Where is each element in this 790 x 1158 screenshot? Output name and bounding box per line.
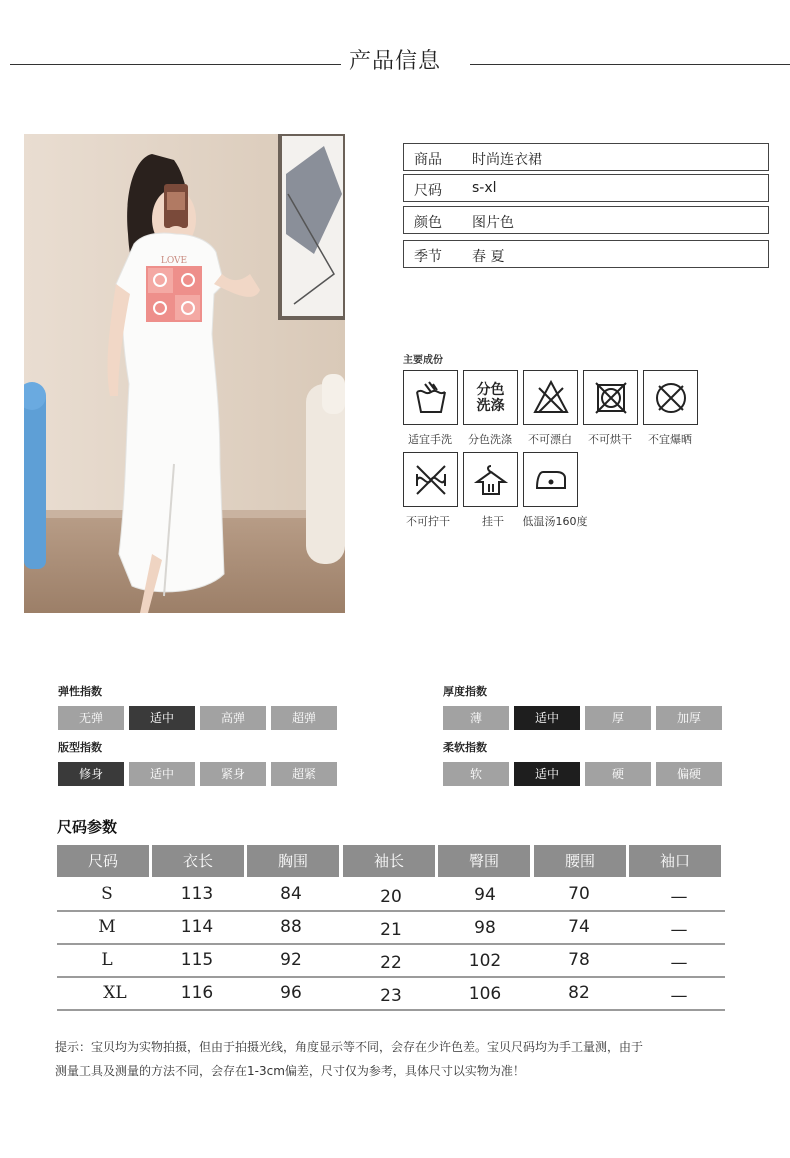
hip-cell: 94 [474,885,496,905]
care-label: 不可烘干 [588,433,632,446]
row-divider [57,1009,725,1011]
header-cell: 胸围 [247,845,339,877]
notice-line: 测量工具及测量的方法不同，会存在1-3cm偏差，尺寸仅为参考，具体尺寸以实物为准！ [55,1064,525,1078]
hip-cell: 106 [468,984,502,1004]
info-key: 颜色 [414,215,442,231]
product-photo [24,134,345,613]
print-lettering: LOVE [160,256,188,266]
waist-cell: 74 [568,917,590,937]
chest-cell: 84 [280,884,302,904]
size-cell: L [101,950,113,970]
info-value: 图片色 [472,215,514,231]
no-wring-icon [403,452,458,507]
info-row [403,174,769,202]
care-title: 主要成份 [403,355,443,366]
hand-wash-icon [403,370,458,425]
softness-option: 偏硬 [656,762,722,786]
sleeve-cell: 23 [380,986,402,1006]
info-row [403,206,769,234]
cuff-cell: — [670,887,688,907]
fit-option: 紧身 [200,762,266,786]
waist-cell: 70 [568,884,590,904]
care-label: 不宜爆晒 [648,433,692,446]
table-row [57,912,725,943]
page-title: 产品信息 [0,44,790,75]
notice-line: 提示：宝贝均为实物拍摄，但由于拍摄光线，角度显示等不同，会存在少许色差。宝贝尺码均为手工量测，由于 [55,1040,644,1054]
header-cell: 袖口 [629,845,721,877]
header-cell: 臀围 [438,845,530,877]
info-row [403,143,769,171]
header-cell: 衣长 [152,845,244,877]
info-key: 尺码 [414,183,442,199]
no-sun-dry-icon [643,370,698,425]
thickness-option: 薄 [443,706,509,730]
waist-cell: 82 [568,983,590,1003]
info-row [403,240,769,268]
elasticity-option-selected: 适中 [129,706,195,730]
info-key: 季节 [414,249,442,265]
cuff-cell: — [670,986,688,1006]
care-label: 不可拧干 [406,515,450,528]
sleeve-cell: 20 [380,887,402,907]
care-label: 分色洗涤 [468,433,512,446]
softness-option: 硬 [585,762,651,786]
size-cell: S [101,884,113,904]
icon-text: 分色 [476,381,505,398]
sleeve-cell: 21 [380,920,402,940]
care-label: 不可漂白 [528,433,572,446]
elasticity-index-title: 弹性指数 [58,685,102,698]
thickness-index-title: 厚度指数 [443,685,487,698]
fit-index-title: 版型指数 [58,741,102,754]
info-value: 春 夏 [472,249,505,265]
chest-cell: 92 [280,950,302,970]
length-cell: 114 [180,917,214,937]
no-bleach-icon [523,370,578,425]
hang-dry-icon [463,452,518,507]
care-label: 挂干 [482,515,504,528]
size-cell: M [98,917,116,937]
header-cell: 腰围 [534,845,626,877]
header-cell: 尺码 [57,845,149,877]
softness-option-selected: 适中 [514,762,580,786]
softness-index-title: 柔软指数 [443,741,487,754]
info-value: 时尚连衣裙 [472,152,542,168]
waist-cell: 78 [568,950,590,970]
length-cell: 115 [180,950,214,970]
softness-option: 软 [443,762,509,786]
table-row [57,978,725,1009]
hip-cell: 98 [474,918,496,938]
fit-option-selected: 修身 [58,762,124,786]
cuff-cell: — [670,953,688,973]
sleeve-cell: 22 [380,953,402,973]
elasticity-option: 高弹 [200,706,266,730]
thickness-option: 加厚 [656,706,722,730]
length-cell: 116 [180,983,214,1003]
thickness-option: 厚 [585,706,651,730]
no-tumble-dry-icon [583,370,638,425]
size-table-title: 尺码参数 [57,818,118,836]
size-table-header [57,845,725,877]
chest-cell: 96 [280,983,302,1003]
header-cell: 袖长 [343,845,435,877]
care-label: 适宜手洗 [408,433,452,446]
hip-cell: 102 [468,951,502,971]
length-cell: 113 [180,884,214,904]
separate-wash-icon [463,370,518,425]
care-label: 低温汤160度 [522,515,588,528]
fit-option: 超紧 [271,762,337,786]
table-row [57,945,725,976]
chest-cell: 88 [280,917,302,937]
table-row [57,879,725,910]
thickness-option-selected: 适中 [514,706,580,730]
fit-option: 适中 [129,762,195,786]
info-key: 商品 [414,152,442,168]
low-iron-icon [523,452,578,507]
cuff-cell: — [670,920,688,940]
icon-text: 洗涤 [476,397,505,414]
elasticity-option: 无弹 [58,706,124,730]
size-cell: XL [103,983,127,1003]
info-value: s-xl [472,180,497,196]
elasticity-option: 超弹 [271,706,337,730]
notice-text [55,1035,735,1083]
